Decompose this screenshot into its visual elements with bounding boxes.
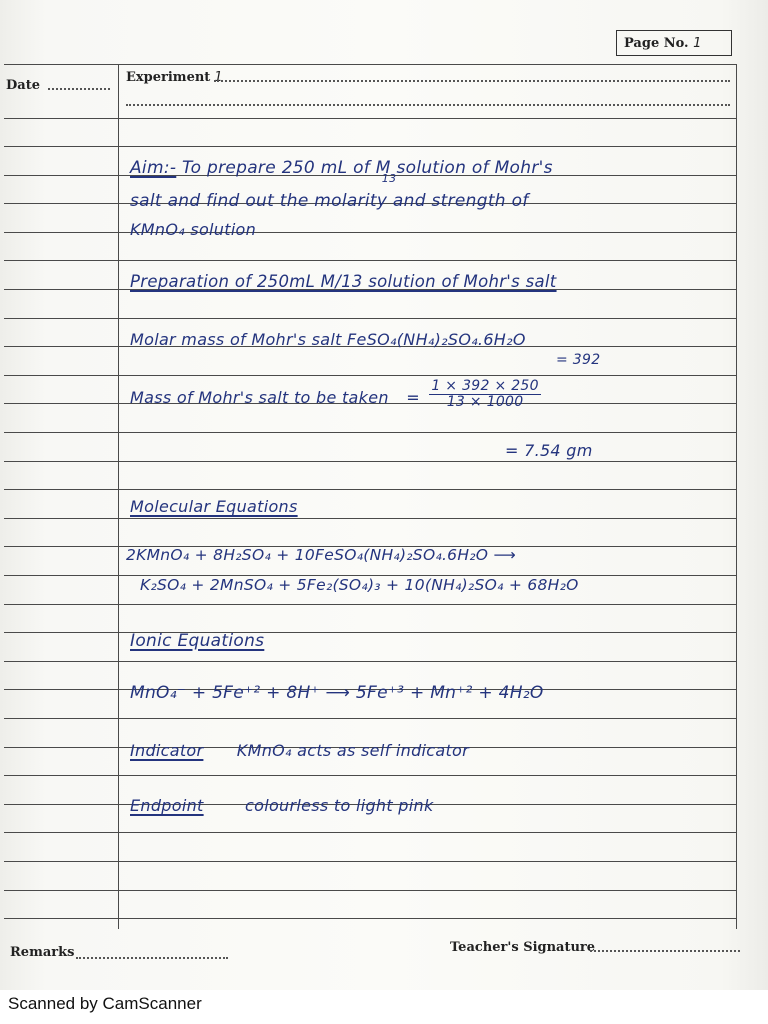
endpoint-text: colourless to light pink (245, 796, 434, 815)
page-number-box (616, 30, 732, 56)
indicator-text: KMnO₄ acts as self indicator (236, 741, 470, 760)
signature-dots (590, 950, 740, 952)
experiment-label-text: Experiment (126, 70, 211, 85)
mass-denominator: 13 × 1000 (446, 394, 524, 410)
ruled-line (4, 890, 736, 891)
preparation-heading: Preparation of 250mL M/13 solution of Mohr's salt (130, 272, 557, 291)
mass-result: = 7.54 gm (505, 441, 593, 460)
aim-label: Aim:- (130, 158, 177, 178)
ruled-line (4, 260, 736, 261)
scanner-watermark: Scanned by CamScanner (8, 994, 202, 1013)
indicator-line (130, 741, 469, 760)
date-dots (48, 88, 110, 90)
ruled-line (4, 775, 736, 776)
ruled-line (4, 832, 736, 833)
ruled-line (4, 518, 736, 519)
molecular-heading: Molecular Equations (130, 497, 298, 516)
aim-line-1 (130, 158, 553, 185)
ruled-line (4, 718, 736, 719)
mass-fraction (429, 379, 541, 410)
molar-mass-value: = 392 (556, 352, 601, 368)
ionic-equation: MnO₄⁻ + 5Fe⁺² + 8H⁺ ⟶ 5Fe⁺³ + Mn⁺² + 4H₂O (130, 683, 544, 703)
ruled-line (4, 604, 736, 605)
aim-text-b: solution of Mohr's (396, 158, 553, 178)
aim-13: 13 (381, 172, 397, 185)
margin-line (118, 64, 119, 929)
ionic-heading: Ionic Equations (130, 631, 265, 651)
molar-mass-line: Molar mass of Mohr's salt FeSO₄(NH₄)₂SO₄.6H₂O (130, 330, 526, 349)
date-label: Date (6, 78, 40, 93)
aim-line-3: KMnO₄ solution (130, 220, 257, 239)
experiment-dots-2 (126, 104, 730, 106)
endpoint-line (130, 796, 434, 815)
ruled-line (4, 232, 736, 233)
aim-line-2: salt and find out the molarity and strength of (130, 191, 529, 211)
mass-equals: = (406, 388, 420, 407)
page-number-value: 1 (693, 36, 702, 51)
mass-numerator: 1 × 392 × 250 (431, 378, 539, 394)
ruled-line (4, 661, 736, 662)
top-rule (4, 64, 736, 65)
page-number-label: Page No. (624, 36, 694, 51)
aim-m-over-13 (375, 158, 397, 185)
mass-taken-text: Mass of Mohr's salt to be taken (130, 388, 389, 407)
aim-text-a: To prepare 250 mL of (182, 158, 371, 178)
molecular-equation-line-2: K₂SO₄ + 2MnSO₄ + 5Fe₂(SO₄)₃ + 10(NH₄)₂SO₄ + 68H₂O (140, 576, 579, 594)
experiment-label (126, 70, 223, 85)
teacher-signature-label: Teacher's Signature (450, 940, 596, 955)
header-rule (4, 118, 736, 119)
endpoint-label: Endpoint (130, 796, 204, 815)
remarks-label: Remarks (10, 945, 75, 960)
ruled-line (4, 489, 736, 490)
aim-m: M (375, 158, 391, 178)
remarks-dots (76, 957, 228, 959)
experiment-dots-1 (214, 80, 730, 82)
ruled-line (4, 375, 736, 376)
ruled-line (4, 861, 736, 862)
ruled-line (4, 146, 736, 147)
right-border-line (736, 64, 737, 929)
indicator-label: Indicator (130, 741, 204, 760)
ruled-line (4, 432, 736, 433)
ruled-line (4, 918, 736, 919)
molecular-equation-line-1: 2KMnO₄ + 8H₂SO₄ + 10FeSO₄(NH₄)₂SO₄.6H₂O ⟶ (126, 546, 517, 564)
experiment-number: 1 (214, 70, 223, 85)
ruled-line (4, 318, 736, 319)
ruled-line (4, 632, 736, 633)
ruled-line (4, 461, 736, 462)
